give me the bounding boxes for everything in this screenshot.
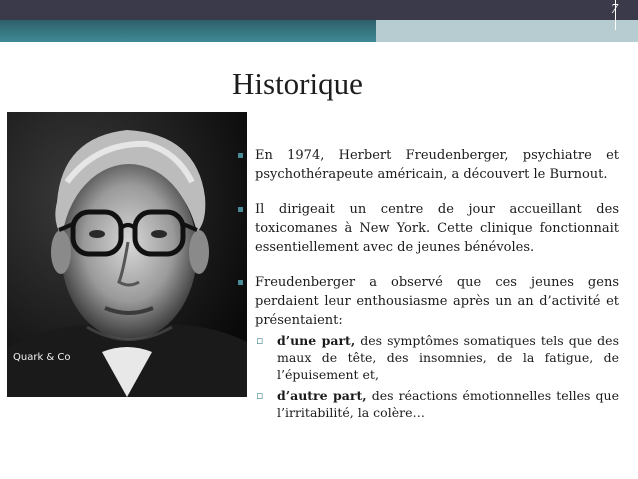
header-bar [0,0,638,20]
bullet-text: Il dirigeait un centre de jour accueillant des toxicomanes à New York. Cette clinique fonctionnait essentiellement avec de jeunes bénévoles. [255,202,619,255]
bullet-item [237,146,619,184]
sub-bullet-text: des symptômes somatiques tels que des maux de tête, des insomnies, de la fatigue, de l’épuisement et, [277,333,619,382]
photo-caption: Quark & Co [13,352,71,363]
sub-bullet-lead: d’une part, [277,333,356,348]
bullet-text: Freudenberger a observé que ces jeunes gens perdaient leur enthousiasme après un an d’activité et présentaient: [255,275,619,328]
header-accent-band [0,20,638,42]
slide-number: 7 [611,2,618,17]
sub-bullet-list [255,332,619,421]
bullet-list [237,146,619,425]
sub-bullet-lead: d’autre part, [277,388,367,403]
sub-bullet-item [255,387,619,421]
sub-bullet-item [255,332,619,383]
bullet-item [237,273,619,421]
square-bullet-icon [238,207,243,212]
square-bullet-icon [238,280,243,285]
bullet-item [237,200,619,257]
accent-light-stripe [376,20,638,42]
hollow-square-bullet-icon: ▫ [256,334,264,347]
portrait-photo [7,112,247,397]
slide-title: Historique [232,66,363,101]
square-bullet-icon [238,153,243,158]
accent-teal-stripe [0,20,376,42]
bullet-text: En 1974, Herbert Freudenberger, psychiatre et psychothérapeute américain, a découvert le Burnout. [255,148,619,182]
sub-bullet-text: des réactions émotionnelles telles que l’irritabilité, la colère… [277,388,619,420]
hollow-square-bullet-icon: ▫ [256,389,264,402]
